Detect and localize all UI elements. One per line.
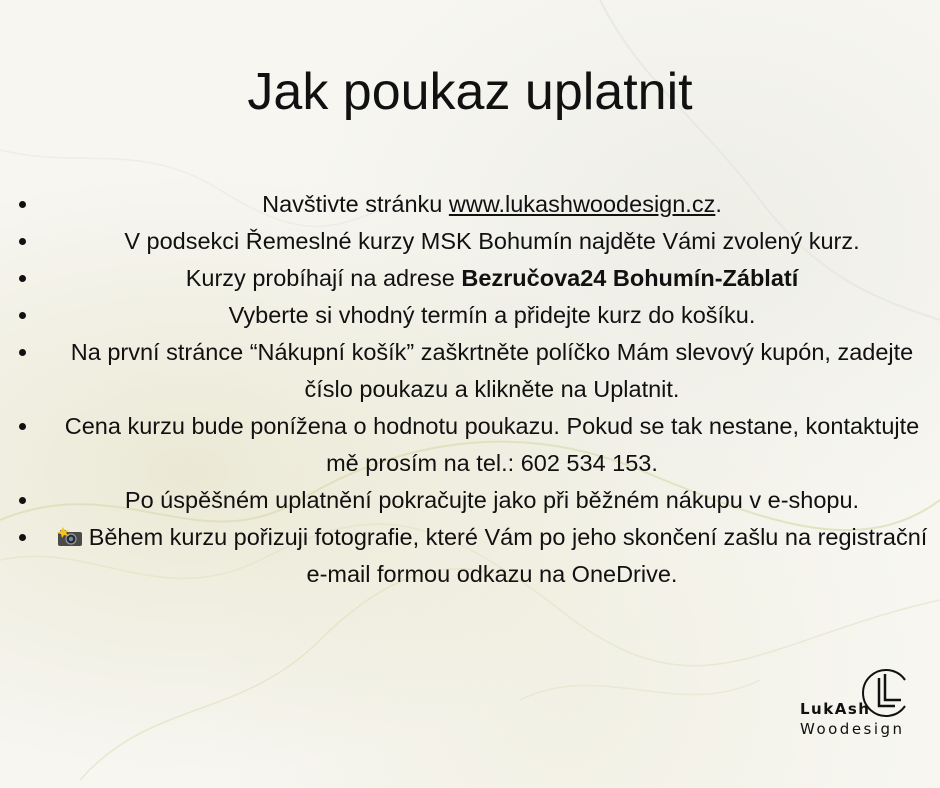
- bullet-icon: [19, 201, 26, 208]
- bullet-icon: [19, 275, 26, 282]
- item-text: .: [715, 191, 722, 217]
- address-text: Bezručova24 Bohumín-Záblatí: [461, 265, 799, 291]
- list-item: [0, 482, 940, 519]
- list-item: [0, 223, 940, 260]
- item-text: Na první stránce “Nákupní košík” zaškrtněte políčko Mám slevový kupón, zadejte číslo poukazu a klikněte na Uplatnit.: [70, 339, 914, 402]
- instruction-list: [0, 186, 940, 593]
- brand-logo: [795, 666, 925, 746]
- camera-flash-icon: [57, 527, 83, 547]
- item-text: V podsekci Řemeslné kurzy MSK Bohumín najděte Vámi zvolený kurz.: [124, 228, 860, 254]
- bullet-icon: [19, 497, 26, 504]
- logo-subtitle: Woodesign: [800, 720, 905, 738]
- list-item: [0, 260, 940, 297]
- list-item: [0, 297, 940, 334]
- page-title: Jak poukaz uplatnit: [247, 63, 693, 121]
- item-text: Navštivte stránku: [262, 191, 449, 217]
- item-text: Cena kurzu bude ponížena o hodnotu poukazu. Pokud se tak nestane, kontaktujte mě prosím na tel.: 602 534 153.: [64, 413, 920, 476]
- list-item: [0, 519, 940, 593]
- logo-name: LukAsh: [800, 700, 871, 718]
- list-item: [0, 334, 940, 408]
- list-item: [0, 186, 940, 223]
- website-link[interactable]: www.lukashwoodesign.cz: [448, 191, 716, 217]
- bullet-icon: [19, 534, 26, 541]
- item-text: Kurzy probíhají na adrese: [185, 265, 462, 291]
- bullet-icon: [19, 312, 26, 319]
- item-text: Vyberte si vhodný termín a přidejte kurz do košíku.: [228, 302, 756, 328]
- item-text: Po úspěšném uplatnění pokračujte jako při běžném nákupu v e-shopu.: [124, 487, 860, 513]
- bullet-icon: [19, 238, 26, 245]
- item-text: Během kurzu pořizuji fotografie, které Vám po jeho skončení zašlu na registrační e-mail formou odkazu na OneDrive.: [88, 524, 928, 587]
- bullet-icon: [19, 423, 26, 430]
- list-item: [0, 408, 940, 482]
- bullet-icon: [19, 349, 26, 356]
